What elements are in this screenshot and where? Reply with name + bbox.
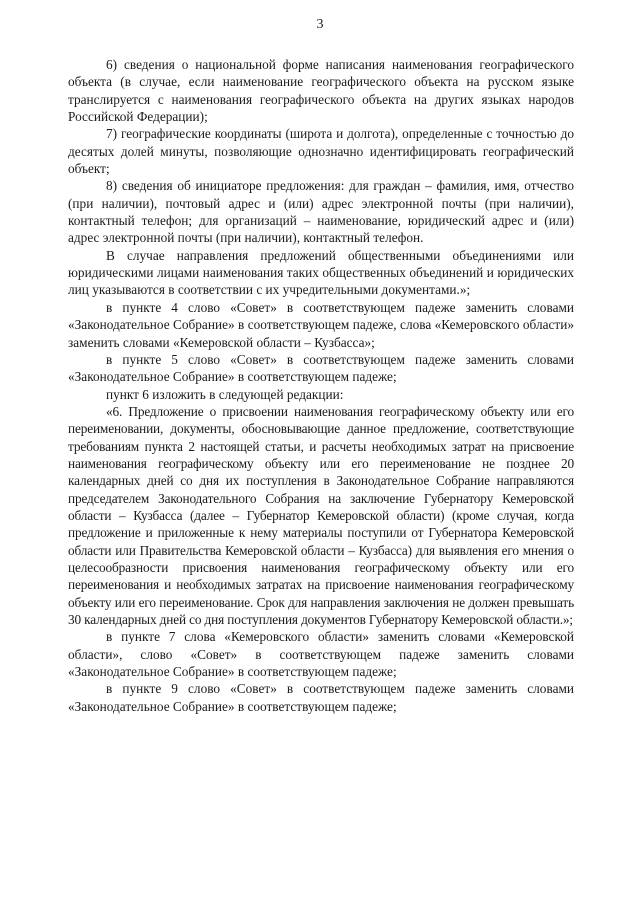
paragraph-point-5: в пункте 5 слово «Совет» в соответствующем падеже заменить словами «Законодательное Собрание» в соответствующем падеже; bbox=[68, 351, 574, 385]
paragraph-public-associations: В случае направления предложений общественными объединениями или юридическими лицами наименования таких общественных объединений и юридических лиц указываются в соответствии с их учредительными документами.»; bbox=[68, 247, 574, 298]
paragraph-point-7: в пункте 7 слова «Кемеровского области» заменить словами «Кемеровской области», слово «Совет» в соответствующем падеже заменить словами «Законодательное Собрание» в соответствующем падеже; bbox=[68, 629, 574, 680]
paragraph-point-6-intro: пункт 6 изложить в следующей редакции: bbox=[106, 386, 344, 402]
paragraph-point-9: в пункте 9 слово «Совет» в соответствующем падеже заменить словами «Законодательное Собрание» в соответствующем падеже; bbox=[68, 681, 574, 714]
paragraph-point-6-text: «6. Предложение о присвоении наименования географическому объекту или его переименовании, документы, обосновывающие данное предложение, соответствующие требованиям пункта 2 настоящей статьи, и расчеты необходимых затрат на присвоение наименования географическому объекту или его переименование не позднее 20 календарных дней со дня их поступления в Законодательное Собрание направляются председателем Законодательного Собрания на заключение Губернатору Кемеровской области – Кузбасса (далее – Губернатор Кемеровской области) (кроме случая, когда предложение и приложенные к нему материалы поступили от Губернатора Кемеровской области или Правительства Кемеровской области – Кузбасса) для выявления его мнения о целесообразности присвоения наименования географическому объекту или его переименования и необходимых затратах на присвоение наименования географическому объекту или его переименование. Срок для направления заключения не должен превышать 30 календарных дней со дня поступления документов Губернатору Кемеровской области.»; bbox=[68, 403, 574, 627]
page-number: 3 bbox=[316, 17, 324, 32]
paragraph-point-4: в пункте 4 слово «Совет» в соответствующем падеже заменить словами «Законодательное Собрание» в соответствующем падеже, слова «Кемеровского области» заменить словами «Кемеровской области – Кузбасса»; bbox=[68, 299, 574, 350]
paragraph-item-6: 6) сведения о национальной форме написания наименования географического объекта (в случае, если наименование географического объекта на русском языке транслируется с наименования географического объекта на других языках народов Российской Федерации); bbox=[68, 57, 574, 125]
document-body bbox=[68, 56, 574, 715]
paragraph-item-8: 8) сведения об инициаторе предложения: для граждан – фамилия, имя, отчество (при наличии), почтовый адрес и (или) адрес электронной почты (при наличии), контактный телефон; для организаций – наименование, юридический адрес и (или) адрес электронной почты (при наличии), контактный телефон. bbox=[68, 178, 574, 246]
paragraph-item-7: 7) географические координаты (широта и долгота), определенные с точностью до десятых долей минуты, позволяющие однозначно идентифицировать географический объект; bbox=[68, 126, 574, 177]
